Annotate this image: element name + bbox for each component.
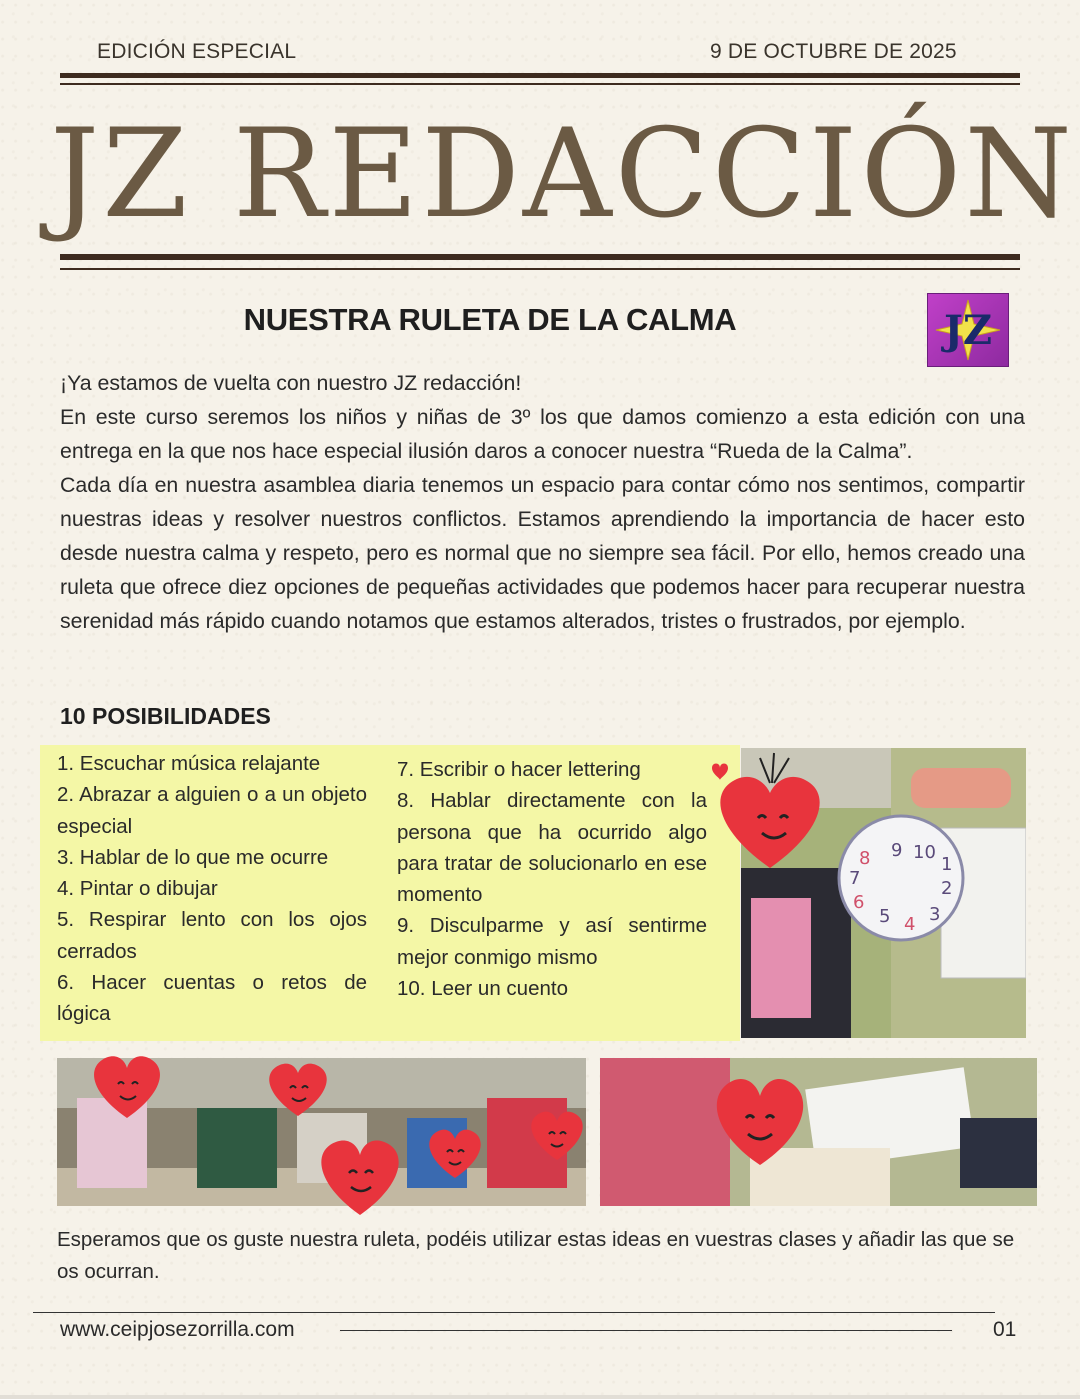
- article-body: [60, 366, 1025, 638]
- list-item: 6. Hacer cuentas o retos de lógica: [57, 971, 367, 1026]
- list-item: 1. Escuchar música relajante: [57, 752, 321, 775]
- list-item: 2. Abrazar a alguien o a un objeto especial: [57, 783, 367, 838]
- list-item: 5. Respirar lento con los ojos cerrados: [57, 908, 367, 963]
- list-item: 4. Pintar o dibujar: [57, 877, 218, 901]
- heart-sticker-icon: [420, 1108, 490, 1183]
- star-icon: [928, 294, 1008, 366]
- footer-rule: [340, 1330, 952, 1331]
- wheel-number: 9: [891, 840, 903, 861]
- list-item: 10. Leer un cuento: [397, 977, 568, 1001]
- top-rule-thin: [60, 83, 1020, 85]
- logo-text: JZ: [943, 307, 993, 354]
- heart-sticker-icon: [82, 1028, 172, 1123]
- heart-sticker-icon: [700, 738, 840, 878]
- list-item: 7. Escribir o hacer lettering: [397, 758, 641, 781]
- masthead-rule-thin: [60, 268, 1020, 270]
- wheel-number: 7: [849, 868, 861, 889]
- list-item: 3. Hablar de lo que me ocurre: [57, 845, 329, 869]
- list-item: 8. Hablar directamente con la persona que ha ocurrido algo para tratar de solucionarlo en ese momento: [397, 789, 707, 907]
- issue-date: 9 DE OCTUBRE DE 2025: [710, 40, 957, 63]
- masthead-rule-thick: [60, 254, 1020, 260]
- heart-sticker-icon: [522, 1090, 592, 1165]
- masthead-title: JZ REDACCIÓN: [50, 103, 1075, 246]
- jz-logo: [927, 293, 1009, 367]
- wheel-number: 1: [941, 854, 953, 875]
- list-subheading: 10 POSIBILIDADES: [60, 703, 271, 729]
- edition-label: EDICIÓN ESPECIAL: [97, 40, 297, 63]
- footer-rule-top: [33, 1312, 995, 1313]
- wheel-number: 2: [941, 878, 953, 899]
- wheel-number: 6: [853, 892, 865, 913]
- wheel-number: 8: [859, 848, 871, 869]
- heart-sticker-icon: [305, 1105, 415, 1220]
- wheel-number: 5: [879, 906, 891, 927]
- top-rule-thick: [60, 73, 1020, 78]
- heart-sticker-icon: [700, 1030, 820, 1170]
- wheel-number: 10: [913, 842, 936, 863]
- options-list-right: [397, 754, 707, 1004]
- intro-paragraph-3: Cada día en nuestra asamblea diaria tenemos un espacio para contar cómo nos sentimos, compartir nuestras ideas y resolver nuestros conflictos. Estamos aprendiendo la importancia de hacer esto desde nuestra calma y respeto, pero es normal que no siempre sea fácil. Por ello, hemos creado una ruleta que ofrece diez opciones de pequeñas actividades que podemos hacer para recuperar nuestra serenidad más rápido cuando notamos que estamos alterados, tristes o frustrados, por ejemplo.: [60, 473, 1025, 633]
- options-list-left: [57, 748, 367, 1030]
- footer-link[interactable]: www.ceipjosezorrilla.com: [60, 1318, 295, 1341]
- closing-text: Esperamos que os guste nuestra ruleta, podéis utilizar estas ideas en vuestras clases y añadir las que se os ocurran.: [57, 1228, 1015, 1283]
- page-number: 01: [993, 1318, 1017, 1341]
- intro-paragraph-1: ¡Ya estamos de vuelta con nuestro JZ redacción!: [60, 371, 522, 395]
- wheel-number: 4: [904, 914, 916, 935]
- article-headline: NUESTRA RULETA DE LA CALMA: [243, 302, 737, 337]
- wheel-number: 3: [929, 904, 941, 925]
- intro-paragraph-2: En este curso seremos los niños y niñas de 3º los que damos comienzo a esta edición con una entrega en la que nos hace especial ilusión daros a conocer nuestra “Rueda de la Calma”.: [60, 405, 1025, 463]
- list-item: 9. Disculparme y así sentirme mejor conmigo mismo: [397, 914, 707, 969]
